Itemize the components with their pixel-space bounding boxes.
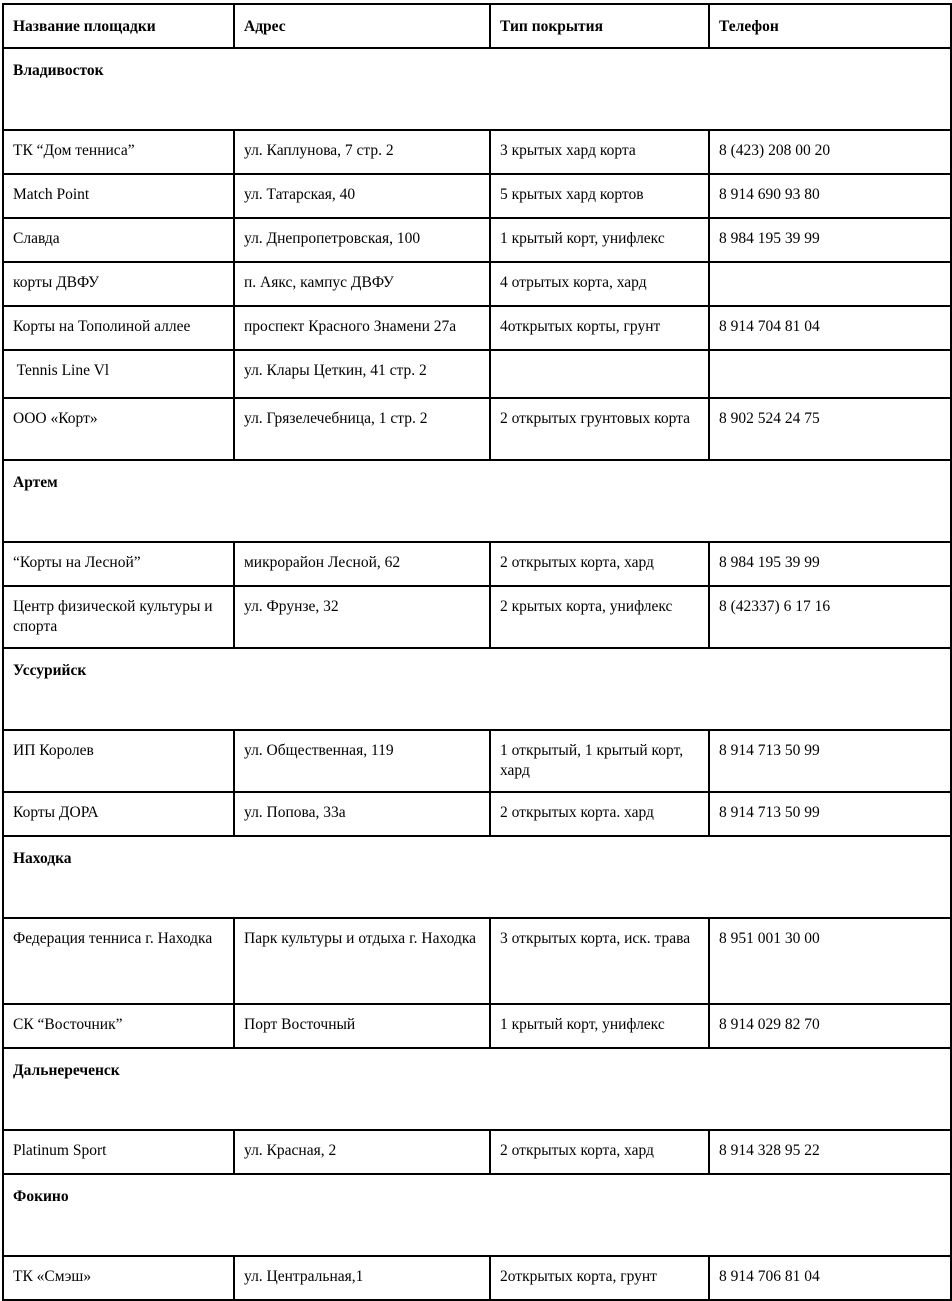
courts-table xyxy=(2,3,952,1301)
venue-phone: 8 914 029 82 70 xyxy=(709,1004,951,1048)
venue-address: ул. Фрунзе, 32 xyxy=(234,586,490,648)
venue-name: “Корты на Лесной” xyxy=(3,542,234,586)
venue-name: Славда xyxy=(3,218,234,262)
table-row xyxy=(3,1256,951,1300)
venue-name: Match Point xyxy=(3,174,234,218)
venue-surface: 2открытых корта, грунт xyxy=(490,1256,709,1300)
city-row-dalnerechensk xyxy=(3,1048,951,1130)
venue-surface: 2 открытых корта, хард xyxy=(490,1130,709,1174)
venue-name: ТК «Смэш» xyxy=(3,1256,234,1300)
venue-phone: 8 914 690 93 80 xyxy=(709,174,951,218)
venue-address: ул. Красная, 2 xyxy=(234,1130,490,1174)
venue-address: ул. Клары Цеткин, 41 стр. 2 xyxy=(234,350,490,398)
table-row xyxy=(3,262,951,306)
venue-phone xyxy=(709,262,951,306)
venue-phone: 8 (423) 208 00 20 xyxy=(709,130,951,174)
city-name: Владивосток xyxy=(3,48,951,130)
venue-surface: 4 отрытых корта, хард xyxy=(490,262,709,306)
venue-surface: 1 крытый корт, унифлекс xyxy=(490,1004,709,1048)
venue-name: Корты на Тополиной аллее xyxy=(3,306,234,350)
venue-phone: 8 914 706 81 04 xyxy=(709,1256,951,1300)
venue-name: Корты ДОРА xyxy=(3,792,234,836)
table-row xyxy=(3,542,951,586)
header-address: Адрес xyxy=(234,4,490,48)
venue-surface xyxy=(490,350,709,398)
venue-phone: 8 914 713 50 99 xyxy=(709,730,951,792)
table-row xyxy=(3,306,951,350)
table-row xyxy=(3,730,951,792)
venue-phone: 8 984 195 39 99 xyxy=(709,218,951,262)
venue-phone: 8 984 195 39 99 xyxy=(709,542,951,586)
venue-surface: 2 крытых корта, унифлекс xyxy=(490,586,709,648)
city-name: Находка xyxy=(3,836,951,918)
venue-name: Platinum Sport xyxy=(3,1130,234,1174)
table-row xyxy=(3,792,951,836)
venue-name: Центр физической культуры и спорта xyxy=(3,586,234,648)
venue-surface: 4открытых корты, грунт xyxy=(490,306,709,350)
venue-name: ООО «Корт» xyxy=(3,398,234,460)
city-name: Фокино xyxy=(3,1174,951,1256)
venue-address xyxy=(234,918,490,1004)
header-surface: Тип покрытия xyxy=(490,4,709,48)
city-name: Уссурийск xyxy=(3,648,951,730)
venue-address: Порт Восточный xyxy=(234,1004,490,1048)
header-phone: Телефон xyxy=(709,4,951,48)
venue-address: ул. Каплунова, 7 стр. 2 xyxy=(234,130,490,174)
venue-address: ул. Татарская, 40 xyxy=(234,174,490,218)
venue-surface: 3 открытых корта, иск. трава xyxy=(490,918,709,1004)
venue-name: ИП Королев xyxy=(3,730,234,792)
venue-surface: 5 крытых хард кортов xyxy=(490,174,709,218)
table-row xyxy=(3,918,951,1004)
venue-address: ул. Попова, 33а xyxy=(234,792,490,836)
venue-surface: 3 крытых хард корта xyxy=(490,130,709,174)
header-name: Название площадки xyxy=(3,4,234,48)
city-row-artem xyxy=(3,460,951,542)
venue-address: ул. Днепропетровская, 100 xyxy=(234,218,490,262)
table-row xyxy=(3,218,951,262)
city-row-nakhodka xyxy=(3,836,951,918)
venue-phone: 8 (42337) 6 17 16 xyxy=(709,586,951,648)
venue-name: корты ДВФУ xyxy=(3,262,234,306)
venue-surface: 2 открытых корта. хард xyxy=(490,792,709,836)
venue-address: проспект Красного Знамени 27а xyxy=(234,306,490,350)
venue-address-text: Парк культуры и отдыха г. Находка xyxy=(244,930,477,947)
table-row xyxy=(3,1130,951,1174)
table-row xyxy=(3,398,951,460)
venue-address: микрорайон Лесной, 62 xyxy=(234,542,490,586)
city-row-fokino xyxy=(3,1174,951,1256)
table-row xyxy=(3,174,951,218)
table-row xyxy=(3,586,951,648)
venue-address: ул. Грязелечебница, 1 стр. 2 xyxy=(234,398,490,460)
venue-name: ТК “Дом тенниса” xyxy=(3,130,234,174)
table-row xyxy=(3,350,951,398)
venue-address: п. Аякс, кампус ДВФУ xyxy=(234,262,490,306)
venue-name: СК “Восточник” xyxy=(3,1004,234,1048)
venue-surface: 1 крытый корт, унифлекс xyxy=(490,218,709,262)
venue-name: Tennis Line Vl xyxy=(3,350,234,398)
venue-surface: 2 открытых грунтовых корта xyxy=(490,398,709,460)
city-name: Артем xyxy=(3,460,951,542)
venue-phone: 8 914 328 95 22 xyxy=(709,1130,951,1174)
venue-phone: 8 914 713 50 99 xyxy=(709,792,951,836)
venue-address: ул. Общественная, 119 xyxy=(234,730,490,792)
table-row xyxy=(3,130,951,174)
venue-surface: 1 открытый, 1 крытый корт, хард xyxy=(490,730,709,792)
city-name: Дальнереченск xyxy=(3,1048,951,1130)
venue-phone: 8 902 524 24 75 xyxy=(709,398,951,460)
venue-address: ул. Центральная,1 xyxy=(234,1256,490,1300)
table-row xyxy=(3,1004,951,1048)
header-row xyxy=(3,4,951,48)
venue-phone xyxy=(709,350,951,398)
city-row-ussuriysk xyxy=(3,648,951,730)
venue-phone: 8 914 704 81 04 xyxy=(709,306,951,350)
venue-surface: 2 открытых корта, хард xyxy=(490,542,709,586)
venue-name: Федерация тенниса г. Находка xyxy=(3,918,234,1004)
venue-phone: 8 951 001 30 00 xyxy=(709,918,951,1004)
city-row-vladivostok xyxy=(3,48,951,130)
